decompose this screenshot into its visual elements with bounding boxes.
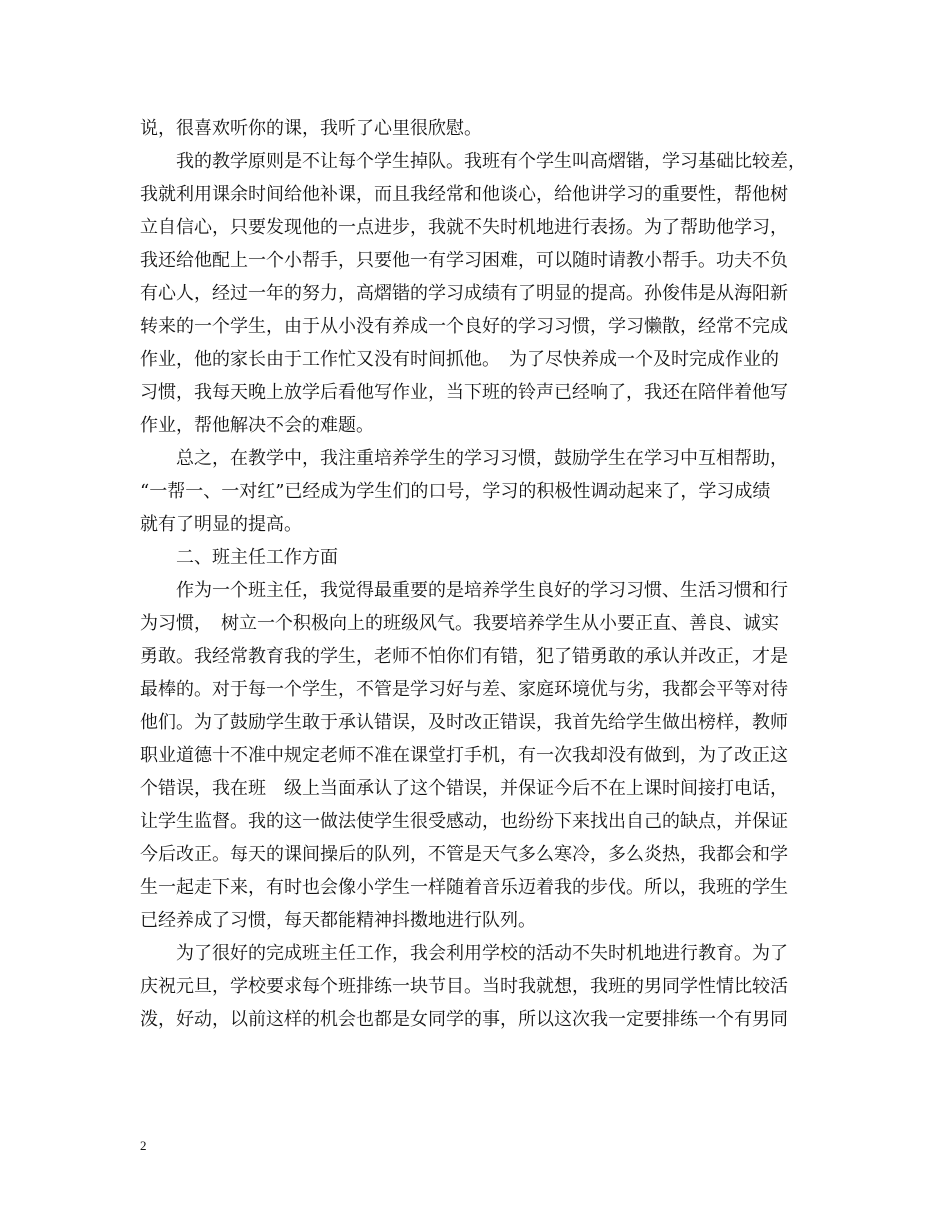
text-line: 个错误，我在班 级上当面承认了这个错误，并保证今后不在上课时间接打电话，	[140, 778, 788, 799]
text-line: 今后改正。每天的课间操后的队列，不管是天气多么寒冷，多么炎热，我都会和学	[140, 844, 788, 865]
text-line: 就有了明显的提高。	[140, 514, 302, 535]
text-line: 总之，在教学中，我注重培养学生的学习习惯，鼓励学生在学习中互相帮助，	[140, 448, 788, 469]
text-line: 作为一个班主任，我觉得最重要的是培养学生良好的学习习惯、生活习惯和行	[140, 580, 788, 601]
section-heading: 二、班主任工作方面	[140, 547, 338, 568]
text-line: 生一起走下来，有时也会像小学生一样随着音乐迈着我的步伐。所以，我班的学生	[140, 877, 788, 898]
text-line: 说，很喜欢听你的课，我听了心里很欣慰。	[140, 118, 482, 139]
page-number: 2	[140, 1138, 147, 1153]
text-line: 习惯，我每天晚上放学后看他写作业，当下班的铃声已经响了，我还在陪伴着他写	[140, 382, 788, 403]
text-line: 我的教学原则是不让每个学生掉队。我班有个学生叫高熠锴，学习基础比较差，	[140, 151, 806, 172]
text-line: 立自信心，只要发现他的一点进步，我就不失时机地进行表扬。为了帮助他学习，	[140, 217, 788, 238]
text-line: 有心人，经过一年的努力，高熠锴的学习成绩有了明显的提高。孙俊伟是从海阳新	[140, 283, 788, 304]
text-line: 已经养成了习惯，每天都能精神抖擞地进行队列。	[140, 910, 536, 931]
text-line: 他们。为了鼓励学生敢于承认错误，及时改正错误，我首先给学生做出榜样，教师	[140, 712, 788, 733]
text-line: 职业道德十不准中规定老师不准在课堂打手机，有一次我却没有做到，为了改正这	[140, 745, 788, 766]
text-line: 庆祝元旦，学校要求每个班排练一块节目。当时我就想，我班的男同学性情比较活	[140, 976, 788, 997]
text-line: 我就利用课余时间给他补课，而且我经常和他谈心，给他讲学习的重要性，帮他树	[140, 184, 788, 205]
text-line: 为了很好的完成班主任工作，我会利用学校的活动不失时机地进行教育。为了	[140, 943, 788, 964]
text-line: 泼，好动，以前这样的机会也都是女同学的事，所以这次我一定要排练一个有男同	[140, 1009, 788, 1030]
text-line: 转来的一个学生，由于从小没有养成一个良好的学习习惯，学习懒散，经常不完成	[140, 316, 788, 337]
text-line: 最棒的。对于每一个学生，不管是学习好与差、家庭环境优与劣，我都会平等对待	[140, 679, 788, 700]
text-line: 我还给他配上一个小帮手，只要他一有学习困难，可以随时请教小帮手。功夫不负	[140, 250, 788, 271]
text-line: 作业，帮他解决不会的难题。	[140, 415, 374, 436]
text-line: 作业，他的家长由于工作忙又没有时间抓他。 为了尽快养成一个及时完成作业的	[140, 349, 779, 370]
text-line: “一帮一、一对红”已经成为学生们的口号，学习的积极性调动起来了，学习成绩	[140, 481, 771, 502]
text-line: 为习惯， 树立一个积极向上的班级风气。我要培养学生从小要正直、善良、诚实	[140, 613, 779, 634]
text-line: 让学生监督。我的这一做法使学生很受感动，也纷纷下来找出自己的缺点，并保证	[140, 811, 788, 832]
text-line: 勇敢。我经常教育我的学生，老师不怕你们有错，犯了错勇敢的承认并改正，才是	[140, 646, 788, 667]
body-text	[140, 112, 812, 1036]
